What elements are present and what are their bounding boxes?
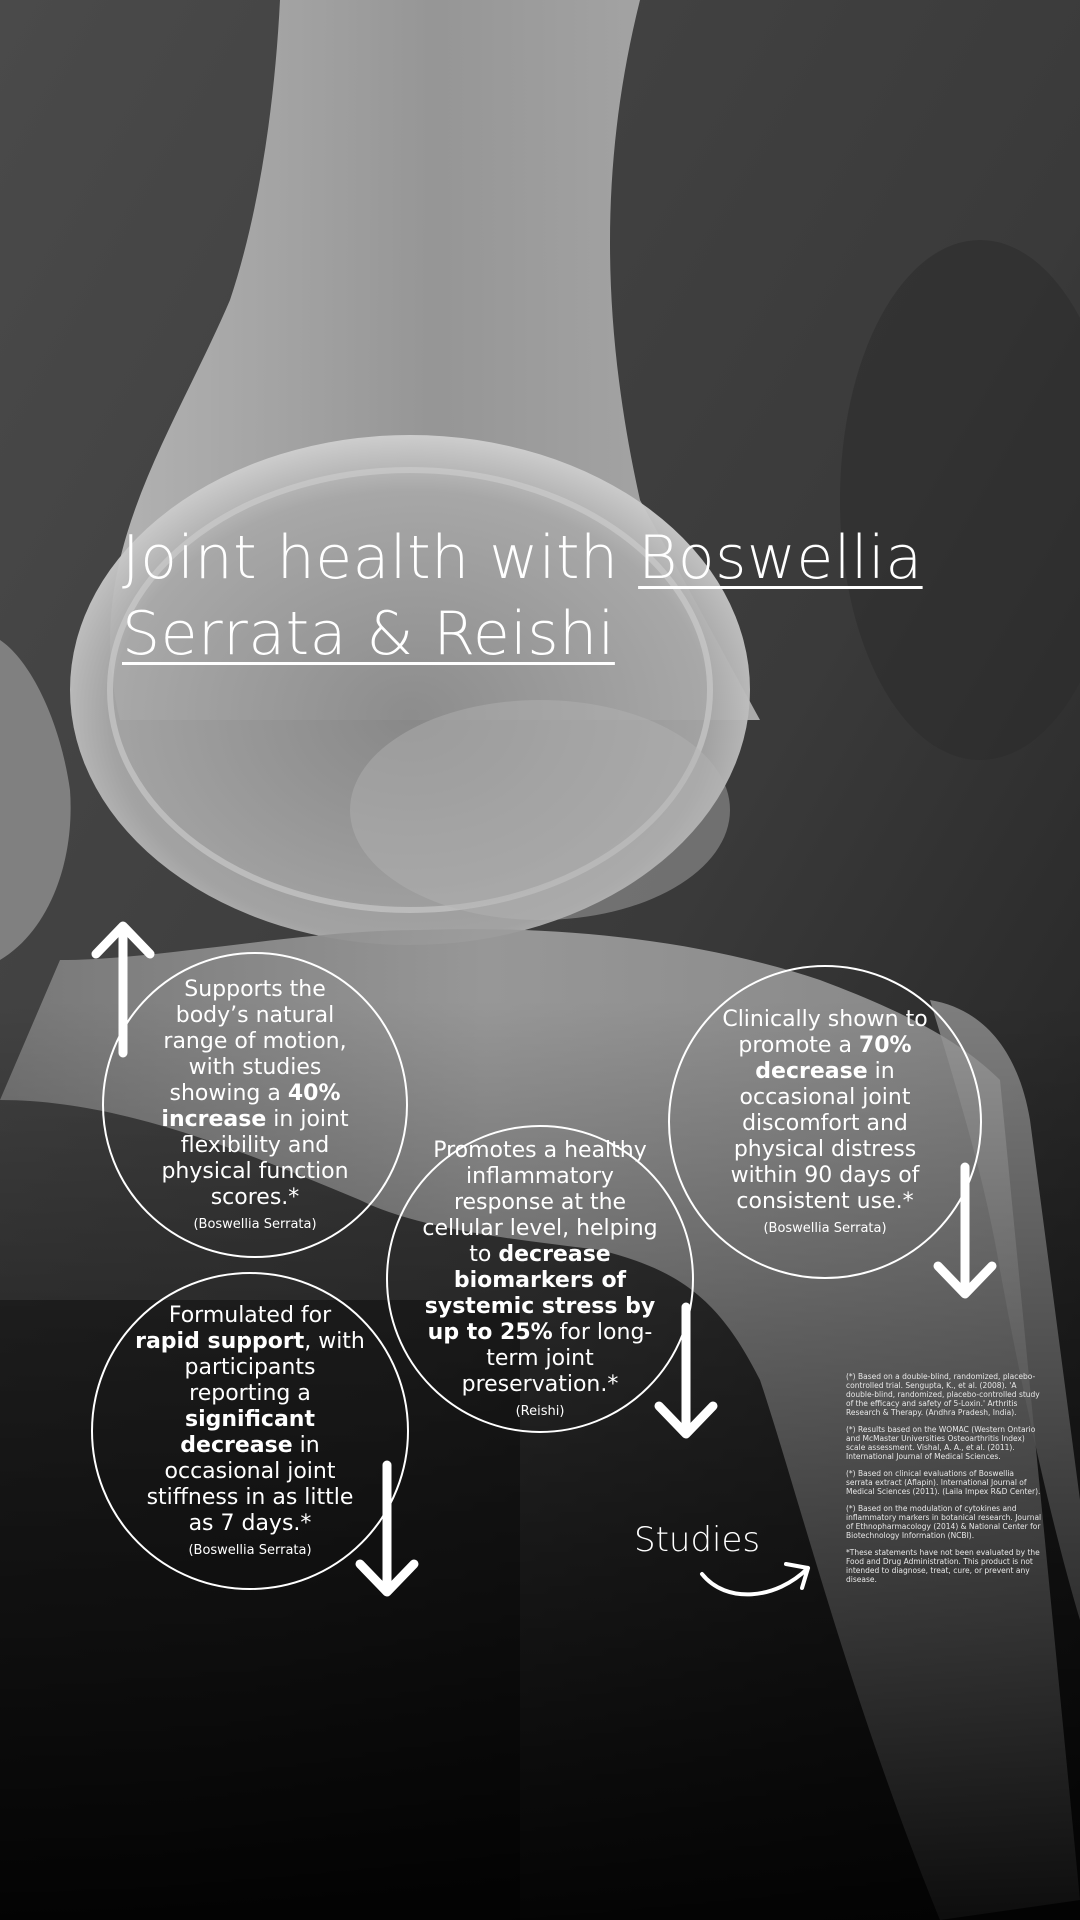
benefit-source: (Boswellia Serrata) bbox=[188, 1543, 312, 1558]
benefit-text-emphasis: decrease biomarkers of systemic stress by up to 25% bbox=[424, 1242, 656, 1345]
footnote: (*) Based on a double-blind, randomized, placebo-controlled trial. Sengupta, K., et al. (2008). 'A double-blind, randomized, placebo-controlled study of the efficacy and safety of 5-Loxin.' Arthritis Research & Therapy. (Andhra Pradesh, India). bbox=[846, 1372, 1040, 1417]
benefit-text bbox=[134, 1303, 366, 1537]
arrow-down-icon bbox=[651, 1302, 721, 1442]
benefit-text-segment: Clinically shown to promote a bbox=[722, 1007, 928, 1058]
benefit-text-emphasis: 40% increase bbox=[161, 1081, 341, 1132]
footnote: (*) Results based on the WOMAC (Western Ontario and McMaster Universities Osteoarthritis Index) scale assessment. Vishal, A. A., et al. (2011). International Journal of Medical Sciences. bbox=[846, 1425, 1036, 1461]
benefit-text-segment: for long-term joint preservation.* bbox=[461, 1320, 653, 1397]
benefit-text bbox=[715, 1007, 935, 1215]
arrow-down-icon bbox=[930, 1162, 1000, 1302]
title-underlined: Boswellia Serrata & Reishi bbox=[122, 523, 923, 669]
benefit-text-segment: Promotes a healthy inflammatory response at the cellular level, helping to bbox=[422, 1138, 658, 1267]
arrow-down-icon bbox=[352, 1460, 422, 1600]
benefit-text-segment: in occasional joint stiffness in as little as 7 days.* bbox=[146, 1433, 354, 1536]
benefit-text-segment: Supports the body’s natural range of motion, with studies showing a bbox=[163, 977, 347, 1106]
curved-arrow-icon bbox=[696, 1556, 816, 1606]
footnote: (*) Based on clinical evaluations of Boswellia serrata extract (Aflapin). International Journal of Medical Sciences (2011). (Laila Impex R&D Center). bbox=[846, 1469, 1041, 1496]
benefit-text-emphasis: rapid support bbox=[135, 1329, 305, 1354]
benefit-text-emphasis: significant decrease bbox=[180, 1407, 315, 1458]
benefit-text-segment: , with participants reporting a bbox=[184, 1329, 365, 1406]
benefit-source: (Boswellia Serrata) bbox=[193, 1217, 317, 1232]
footnote: (*) Based on the modulation of cytokines and inflammatory markers in botanical research. Journal of Ethnopharmacology (2014) & National Center for Biotechnology Information (NCBI). bbox=[846, 1504, 1042, 1540]
benefit-text-segment: Formulated for bbox=[168, 1303, 332, 1328]
benefit-source: (Boswellia Serrata) bbox=[763, 1221, 887, 1236]
footnote: *These statements have not been evaluated by the Food and Drug Administration. This product is not intended to diagnose, treat, cure, or prevent any disease. bbox=[846, 1548, 1040, 1584]
benefit-source: (Reishi) bbox=[515, 1404, 565, 1419]
arrow-up-icon bbox=[88, 918, 158, 1058]
benefit-text-emphasis: 70% decrease bbox=[755, 1033, 912, 1084]
studies-label: Studies bbox=[634, 1520, 761, 1560]
benefit-circle-inflammatory bbox=[386, 1125, 694, 1433]
footnotes bbox=[846, 1372, 1042, 1592]
benefit-text-segment: in joint flexibility and physical function scores.* bbox=[161, 1107, 349, 1210]
benefit-text bbox=[415, 1138, 665, 1398]
page-title bbox=[122, 520, 1002, 672]
title-plain: Joint health with bbox=[122, 523, 639, 593]
benefit-text-segment: in occasional joint discomfort and physical distress within 90 days of consistent use.* bbox=[730, 1059, 920, 1214]
benefit-text bbox=[155, 977, 355, 1211]
